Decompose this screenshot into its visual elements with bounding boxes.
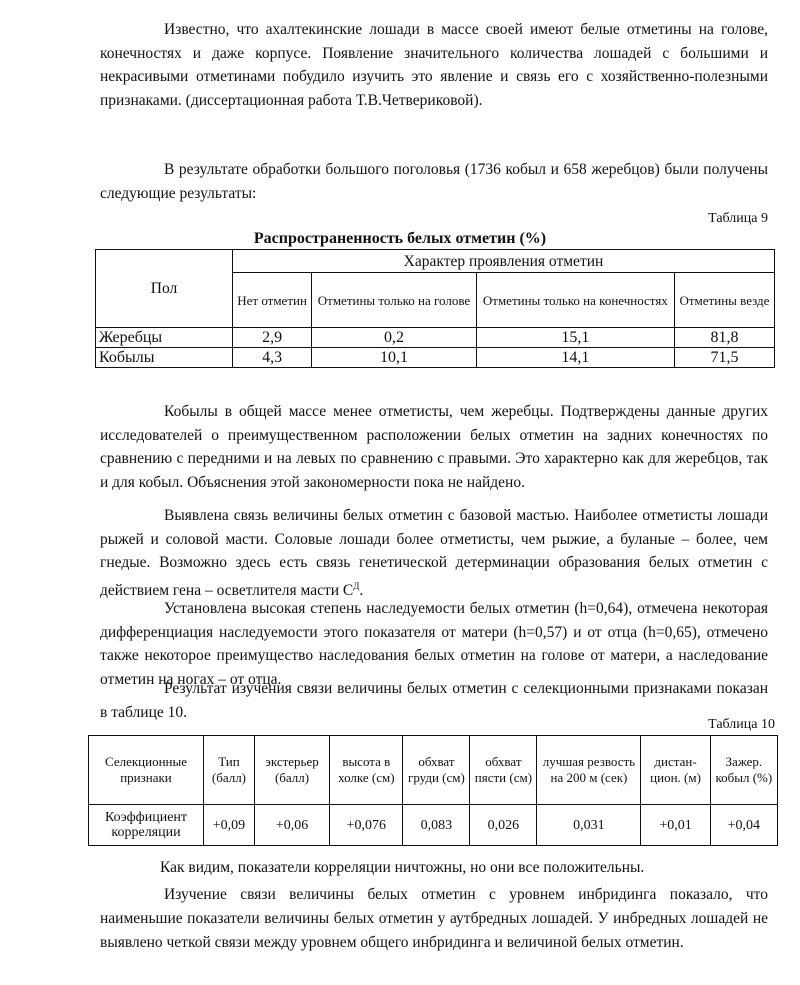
table10-header: Зажер. кобыл (%) [710,736,777,805]
table10-header: обхват пясти (см) [470,736,537,805]
table10-cell: +0,04 [710,805,777,846]
table10-cell: +0,01 [641,805,710,846]
correlation-note: Как видим, показатели корреляции ничтожны, но они все положительны. [160,859,645,876]
table10-header: обхват груди (см) [403,736,470,805]
heritability-paragraph: Установлена высокая степень наследуемости белых отметин (h=0,64), отмечена некоторая дифференциация наследуемости этого показателя от матери (h=0,57) и от отца (h=0,65), отмечено также некоторое преимущество наследования белых отметин на голове от матери, а наследование отметин на ногах – от отца. [100,600,768,688]
table-row [96,348,775,368]
table9-cell: 10,1 [312,348,477,368]
table-row [96,328,775,348]
table9-header-col: Нет отметин [233,273,312,328]
coat-color-end: . [359,581,364,599]
table10-header: Селекционные признаки [89,736,204,805]
table9-cell: 71,5 [674,348,774,368]
table10-header: экстерьер (балл) [254,736,329,805]
table9-cell: 0,2 [312,328,477,348]
table9-caption: Таблица 9 [708,211,768,226]
table10-cell: 0,026 [470,805,537,846]
table9-cell: 14,1 [476,348,674,368]
table10-caption: Таблица 10 [708,717,775,732]
table10-row-label: Коэффициент корреляции [89,805,204,846]
table9-header-col: Отметины только на конечностях [476,273,674,328]
table-row [89,805,778,846]
table9-header-sex: Пол [96,250,233,328]
table10-cell: +0,06 [254,805,329,846]
table9-cell: 15,1 [476,328,674,348]
table10-header: Тип (балл) [204,736,255,805]
table10-header: высота в холке (см) [330,736,403,805]
mares-paragraph: Кобылы в общей массе менее отметисты, чем жеребцы. Подтверждены данные других исследователей о преимущественном расположении белых отметин на задних конечностях по сравнению с передними и на левых по сравнению с правыми. Это характерно как для жеребцов, так и для кобыл. Объяснения этой закономерности пока не найдено. [100,403,768,491]
table9-title: Распространенность белых отметин (%) [253,230,547,247]
table9-cell: 2,9 [233,328,312,348]
table9-row-label: Жеребцы [96,328,233,348]
coat-color-text: Выявлена связь величины белых отметин с базовой мастью. Наиболее отметисты лошади рыжей и соловой масти. Соловые лошади более отметисты, чем рыжие, а буланые – более, чем гнедые. Возможно здесь есть связь генетической детерминации образования белых отметин с действием гена – осветлителя масти С [100,507,768,599]
table10-cell: 0,083 [403,805,470,846]
table10-cell: +0,076 [330,805,403,846]
table9-header-group: Характер проявления отметин [233,250,775,273]
inbreeding-paragraph: Изучение связи величины белых отметин с уровнем инбридинга показало, что наименьшие показатели величины белых отметин у аутбредных лошадей. У инбредных лошадей не выявлено четкой связи между уровнем общего инбридинга и величиной белых отметин. [100,886,768,951]
table10-header: дистан-цион. (м) [641,736,710,805]
table9-cell: 81,8 [674,328,774,348]
table9-header-col: Отметины только на голове [312,273,477,328]
sample-paragraph: В результате обработки большого поголовья (1736 кобыл и 658 жеребцов) были получены следующие результаты: [100,161,768,202]
table10-header: лучшая резвость на 200 м (сек) [537,736,641,805]
table10-cell: 0,031 [537,805,641,846]
table9-row-label: Кобылы [96,348,233,368]
gene-superscript: Д [353,580,360,591]
table10 [88,735,778,846]
table9-header-col: Отметины везде [674,273,774,328]
selection-paragraph: Результат изучения связи величины белых отметин с селекционными признаками показан в таблице 10. [100,680,768,721]
table9-cell: 4,3 [233,348,312,368]
table9 [95,249,775,368]
coat-color-paragraph [100,504,768,602]
table10-cell: +0,09 [204,805,255,846]
intro-paragraph: Известно, что ахалтекинские лошади в массе своей имеют белые отметины на голове, конечностях и даже корпусе. Появление значительного количества лошадей с большими и некрасивыми отметинами побудило изучить это явление и связь его с хозяйственно-полезными признаками. (диссертационная работа Т.В.Четвериковой). [100,21,768,109]
